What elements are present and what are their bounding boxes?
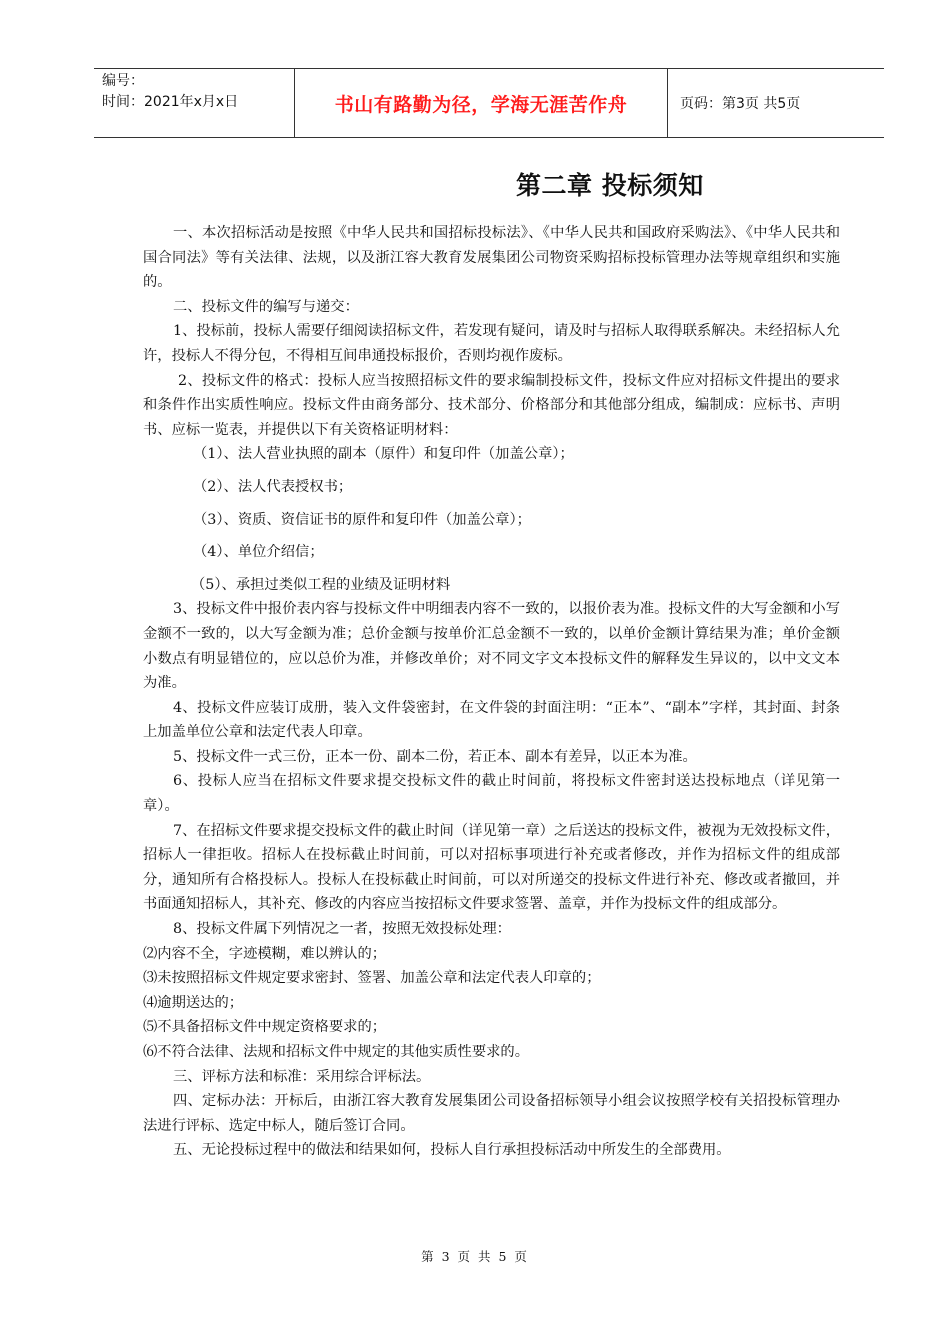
list-item: （4）、单位介绍信； (193, 544, 324, 561)
paragraph: 五、无论投标过程中的做法和结果如何，投标人自行承担投标活动中所发生的全部费用。 (173, 1142, 731, 1159)
paragraph: 4、投标文件应装订成册，装入文件袋密封，在文件袋的封面注明：“正本”、“副本”字样，其封面、封条上加盖单位公章和法定代表人印章。 (143, 699, 840, 741)
list-item: （3）、资质、资信证书的原件和复印件（加盖公章）； (193, 511, 531, 528)
document-number-label: 编号： (102, 73, 144, 89)
header-page-number: 页码：第3页 共5页 (680, 96, 801, 112)
list-item: （1）、法人营业执照的副本（原件）和复印件（加盖公章）； (193, 446, 574, 463)
paragraph: 一、本次招标活动是按照《中华人民共和国招标投标法》、《中华人民共和国政府采购法》、《中华人民共和国合同法》等有关法律、法规，以及浙江容大教育发展集团公司物资采购招标投标管理办法等规章组织和实施的。 (143, 225, 840, 291)
list-item: （2）、法人代表授权书； (193, 478, 353, 495)
list-item: ⑸不具备招标文件中规定资格要求的； (143, 1019, 387, 1036)
header-divider (667, 69, 668, 137)
header-motto: 书山有路勤为径，学海无涯苦作舟 (334, 93, 628, 116)
page-footer: 第 3 页 共 5 页 (421, 1249, 529, 1264)
paragraph: 8、投标文件属下列情况之一者，按照无效投标处理： (173, 921, 511, 938)
section-heading: 二、投标文件的编写与递交： (173, 298, 359, 315)
paragraph: 6、投标人应当在招标文件要求提交投标文件的截止时间前，将投标文件密封送达投标地点（详见第一章）。 (143, 773, 840, 815)
list-item: ⑶未按照招标文件规定要求密封、签署、加盖公章和法定代表人印章的； (143, 970, 601, 987)
document-time-label: 时间：2021年x月x日 (102, 94, 239, 110)
header-meta (102, 71, 294, 113)
paragraph: 5、投标文件一式三份，正本一份、副本二份，若正本、副本有差异，以正本为准。 (173, 748, 697, 765)
list-item: （5）、承担过类似工程的业绩及证明材料 (191, 576, 451, 593)
paragraph: 7、在招标文件要求提交投标文件的截止时间（详见第一章）之后送达的投标文件，被视为无效投标文件，招标人一律拒收。招标人在投标截止时间前，可以对招标事项进行补充或者修改，并作为招标文件的组成部分，通知所有合格投标人。投标人在投标截止时间前，可以对所递交的投标文件进行补充、修改或者撤回，并书面通知招标人，其补充、修改的内容应当按招标文件要求签署、盖章，并作为投标文件的组成部分。 (143, 822, 840, 913)
chapter-title: 第二章 投标须知 (516, 171, 704, 200)
paragraph: 2、投标文件的格式：投标人应当按照招标文件的要求编制投标文件，投标文件应对招标文件提出的要求和条件作出实质性响应。投标文件由商务部分、技术部分、价格部分和其他部分组成，编制成：应标书、声明书、应标一览表，并提供以下有关资格证明材料： (143, 372, 840, 438)
list-item: ⑵内容不全，字迹模糊，难以辨认的； (143, 945, 387, 962)
paragraph: 3、投标文件中报价表内容与投标文件中明细表内容不一致的，以报价表为准。投标文件的大写金额和小写金额不一致的，以大写金额为准；总价金额与按单价汇总金额不一致的，以单价金额计算结果为准；单价金额小数点有明显错位的，应以总价为准，并修改单价；对不同文字文本投标文件的解释发生异议的，以中文文本为准。 (143, 601, 840, 692)
document-body (143, 221, 840, 1163)
page-header (94, 68, 884, 138)
section-heading: 三、评标方法和标准：采用综合评标法。 (173, 1068, 431, 1085)
list-item: ⑹不符合法律、法规和招标文件中规定的其他实质性要求的。 (143, 1044, 530, 1060)
paragraph: 四、定标办法：开标后，由浙江容大教育发展集团公司设备招标领导小组会议按照学校有关招投标管理办法进行评标、选定中标人，随后签订合同。 (143, 1093, 840, 1134)
paragraph: 1、投标前，投标人需要仔细阅读招标文件，若发现有疑问，请及时与招标人取得联系解决。未经招标人允许，投标人不得分包，不得相互间串通投标报价，否则均视作废标。 (143, 323, 840, 364)
list-item: ⑷逾期送达的； (143, 994, 244, 1011)
